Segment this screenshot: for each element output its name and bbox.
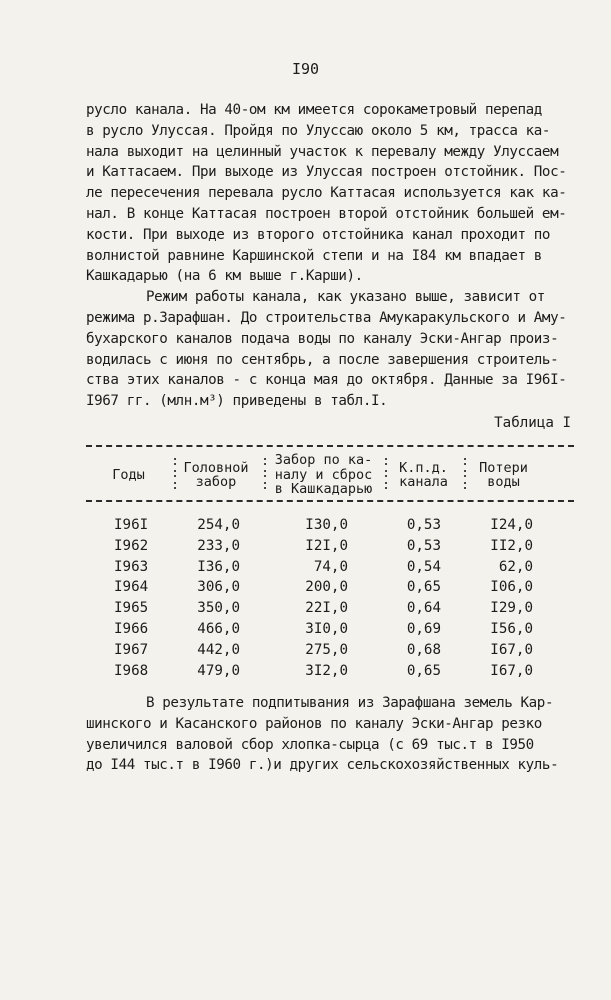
text-line: Режим работы канала, как указано выше, зависит от: [146, 289, 545, 306]
text-line: I967 гг. (млн.м³) приведены в табл.I.: [86, 393, 388, 410]
cell-canal-intake: I2I,0: [305, 537, 348, 554]
paragraph-canal-route: [86, 100, 586, 412]
cell-efficiency: 0,68: [406, 641, 441, 658]
table-row: [86, 663, 574, 684]
cell-canal-intake: 3I0,0: [305, 620, 348, 637]
table-row: [86, 642, 574, 663]
table-header-rule: [86, 500, 574, 502]
paragraph-cotton-yield: [86, 693, 586, 776]
cell-canal-intake: 74,0: [313, 558, 348, 575]
cell-efficiency: 0,53: [406, 537, 441, 554]
column-separator: : : :: [382, 454, 390, 493]
text-line: ства этих каналов - с конца мая до октября. Данные за I96I-: [86, 372, 567, 389]
text-line: кости. При выходе из второго отстойника канал проходит по: [86, 226, 551, 243]
cell-losses: I56,0: [490, 620, 533, 637]
cell-efficiency: 0,69: [406, 620, 441, 637]
table-top-rule: [86, 445, 574, 447]
text-line: бухарского каналов подача воды по каналу Эски-Ангар произ-: [86, 330, 559, 347]
header-head-intake: Головной забор: [183, 459, 249, 490]
cell-canal-intake: 275,0: [305, 641, 348, 658]
text-line: шинского и Касанского районов по каналу Эски-Ангар резко: [86, 715, 542, 732]
cell-losses: I67,0: [490, 662, 533, 679]
table-header: [86, 452, 574, 498]
table-body: [86, 517, 574, 683]
text-line: ле пересечения перевала русло Каттасая используется как ка-: [86, 185, 567, 202]
table-row: [86, 579, 574, 600]
text-line: водилась с июня по сентябрь, а после завершения строитель-: [86, 351, 559, 368]
cell-losses: I06,0: [490, 579, 533, 596]
text-line: нала выходит на целинный участок к перевалу между Улуссаем: [86, 143, 559, 160]
text-line: и Каттасаем. При выходе из Улуссая построен отстойник. Пос-: [86, 164, 567, 181]
cell-year: I964: [114, 579, 149, 596]
cell-year: I963: [114, 558, 149, 575]
column-separator: : : :: [461, 454, 469, 493]
page-number: I90: [291, 60, 320, 78]
table-row: [86, 517, 574, 538]
text-line: до I44 тыс.т в I960 г.)и других сельскохозяйственных куль-: [86, 757, 559, 774]
header-years: Годы: [112, 466, 145, 483]
text-line: в русло Улуссая. Пройдя по Улуссаю около 5 км, трасса ка-: [86, 122, 551, 139]
cell-year: I968: [114, 662, 149, 679]
column-separator: : : :: [171, 454, 179, 493]
column-separator: : : :: [261, 454, 269, 493]
cell-year: I967: [114, 641, 149, 658]
text-line: Кашкадарью (на 6 км выше г.Карши).: [86, 268, 363, 285]
cell-head-intake: 479,0: [197, 662, 240, 679]
table-row: [86, 621, 574, 642]
header-water-losses: Потери воды: [479, 459, 528, 490]
cell-canal-intake: I30,0: [305, 517, 348, 533]
cell-losses: 62,0: [498, 558, 533, 575]
cell-losses: II2,0: [490, 537, 533, 554]
cell-head-intake: 233,0: [197, 537, 240, 554]
cell-head-intake: 306,0: [197, 579, 240, 596]
cell-canal-intake: 3I2,0: [305, 662, 348, 679]
text-line: увеличился валовой сбор хлопка-сырца (с 69 тыс.т в I950: [86, 736, 534, 753]
cell-year: I966: [114, 620, 149, 637]
text-line: режима р.Зарафшан. До строительства Амукаракульского и Аму-: [86, 309, 567, 326]
text-line: русло канала. На 40-ом км имеется сорокаметровый перепад: [86, 102, 542, 118]
cell-year: I965: [114, 600, 149, 617]
cell-losses: I67,0: [490, 641, 533, 658]
table-row: [86, 559, 574, 580]
table-caption: Таблица I: [494, 415, 571, 431]
table-row: [86, 538, 574, 559]
cell-head-intake: 254,0: [197, 517, 240, 533]
cell-efficiency: 0,65: [406, 662, 441, 679]
cell-canal-intake: 200,0: [305, 579, 348, 596]
cell-efficiency: 0,53: [406, 517, 441, 533]
table-row: [86, 600, 574, 621]
header-efficiency: К.п.д. канала: [399, 459, 448, 490]
cell-losses: I29,0: [490, 600, 533, 617]
text-line: нал. В конце Каттасая построен второй отстойник большей ем-: [86, 205, 567, 222]
cell-efficiency: 0,64: [406, 600, 441, 617]
cell-year: I96I: [114, 517, 149, 533]
cell-head-intake: 350,0: [197, 600, 240, 617]
text-line: В результате подпитывания из Зарафшана земель Кар-: [146, 695, 554, 711]
cell-year: I962: [114, 537, 149, 554]
cell-efficiency: 0,65: [406, 579, 441, 596]
cell-canal-intake: 22I,0: [305, 600, 348, 617]
cell-head-intake: 442,0: [197, 641, 240, 658]
cell-head-intake: 466,0: [197, 620, 240, 637]
cell-head-intake: I36,0: [197, 558, 240, 575]
cell-efficiency: 0,54: [406, 558, 441, 575]
text-line: волнистой равнине Каршинской степи и на I84 км впадает в: [86, 247, 542, 264]
cell-losses: I24,0: [490, 517, 533, 533]
header-canal-intake-discharge: Забор по ка- налу и сброс в Кашкадарью: [274, 452, 373, 498]
